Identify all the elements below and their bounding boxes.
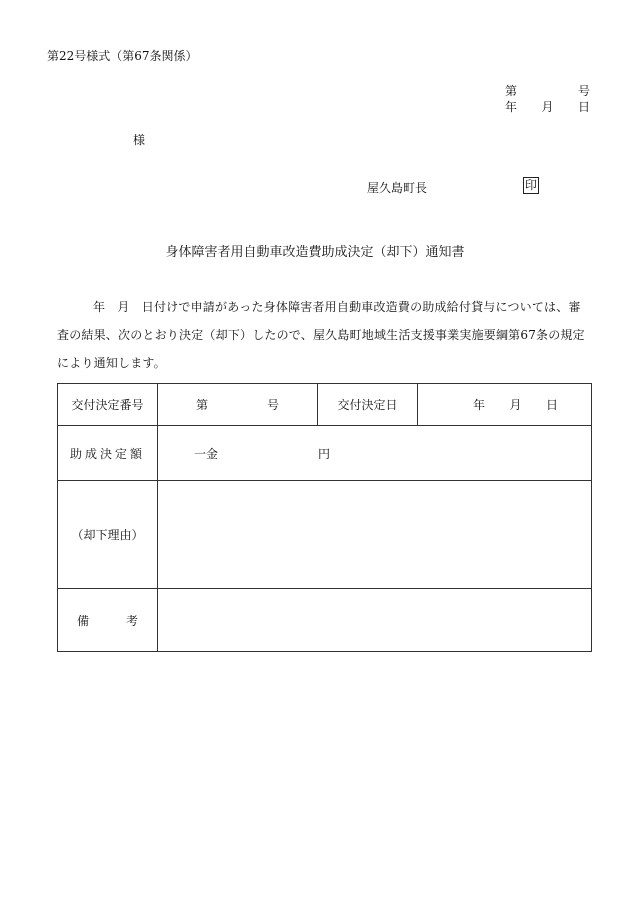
decision-number-prefix: 第 bbox=[196, 398, 209, 412]
table-row-rejection-reason bbox=[58, 481, 592, 589]
document-date-line bbox=[505, 98, 590, 115]
date-year: 年 bbox=[505, 100, 518, 114]
remarks-label-b: 考 bbox=[125, 613, 138, 628]
number-suffix: 号 bbox=[577, 84, 590, 98]
amount-prefix: 一金 bbox=[194, 447, 219, 461]
decision-number-suffix: 号 bbox=[266, 398, 279, 412]
amount-cell bbox=[158, 426, 592, 481]
form-number: 第22号様式（第67条関係） bbox=[47, 49, 198, 63]
decision-date-cell bbox=[418, 384, 592, 426]
issuer-name: 屋久島町長 bbox=[367, 181, 428, 195]
table-row-amount bbox=[58, 426, 592, 481]
table-row-decision-number bbox=[58, 384, 592, 426]
decision-date-day: 日 bbox=[545, 398, 558, 412]
document-number-line bbox=[505, 82, 590, 99]
addressee-suffix: 様 bbox=[133, 133, 146, 147]
decision-number-label: 交付決定番号 bbox=[58, 384, 158, 426]
rejection-reason-cell bbox=[158, 481, 592, 589]
rejection-reason-label: （却下理由） bbox=[58, 481, 158, 589]
seal-mark: 印 bbox=[525, 178, 538, 192]
remarks-label-a: 備 bbox=[77, 613, 90, 628]
decision-date-month: 月 bbox=[509, 398, 522, 412]
number-prefix: 第 bbox=[505, 84, 518, 98]
remarks-cell bbox=[158, 589, 592, 652]
table-row-remarks bbox=[58, 589, 592, 652]
decision-date-year: 年 bbox=[473, 398, 486, 412]
remarks-label bbox=[58, 589, 158, 652]
amount-label: 助成決定額 bbox=[58, 426, 158, 481]
decision-table bbox=[57, 383, 592, 652]
date-day: 日 bbox=[577, 100, 590, 114]
date-month: 月 bbox=[541, 100, 554, 114]
amount-unit: 円 bbox=[318, 447, 331, 461]
body-paragraph: 年 月 日付けで申請があった身体障害者用自動車改造費の助成給付貸与については、審査の結果、次のとおり決定（却下）したので、屋久島町地域生活支援事業実施要綱第67条の規定により通知します。 bbox=[57, 300, 585, 370]
decision-number-cell bbox=[158, 384, 318, 426]
document-title: 身体障害者用自動車改造費助成決定（却下）通知書 bbox=[165, 245, 465, 260]
decision-date-label: 交付決定日 bbox=[318, 384, 418, 426]
